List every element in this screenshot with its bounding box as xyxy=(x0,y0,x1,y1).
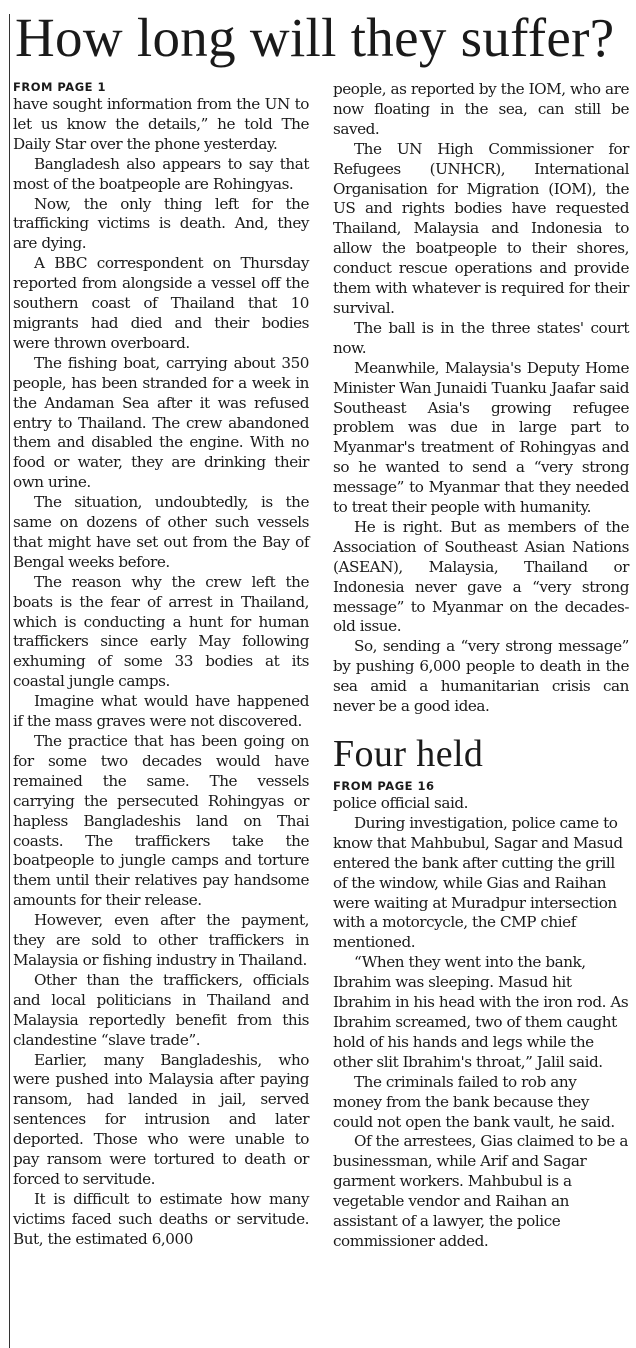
article-column-2 xyxy=(333,80,629,1252)
article-headline: How long will they suffer? xyxy=(15,7,615,68)
paragraph: However, even after the payment, they are sold to other traffickers in Malaysia or fishing industry in Thailand. xyxy=(13,911,309,969)
paragraph: The ball is in the three states' court now. xyxy=(333,318,629,357)
paragraph: Imagine what would have happened if the mass graves were not discovered. xyxy=(13,692,309,731)
paragraph: police official said. xyxy=(333,794,469,812)
paragraph: The practice that has been going on for some two decades would have remained the same. The vessels carrying the persecuted Rohingyas or hapless Bangladeshis land on Thai coasts. The traffickers take the boatpeople to jungle camps and torture them until their relatives pay handsome amounts for their release. xyxy=(13,732,309,910)
column-rule xyxy=(9,14,10,1348)
paragraph: A BBC correspondent on Thursday reported from alongside a vessel off the southern coast of Thailand that 10 migrants had died and their bodies were thrown overboard. xyxy=(13,254,309,352)
paragraph: Earlier, many Bangladeshis, who were pushed into Malaysia after paying ransom, had landed in jail, served sentences for intrusion and later deported. Those who were unable to pay ransom were tortured to death or forced to servitude. xyxy=(13,1050,309,1188)
jump-label: FROM PAGE 16 xyxy=(333,779,435,793)
article-column-1 xyxy=(13,80,309,1250)
paragraph: He is right. But as members of the Association of Southeast Asian Nations (ASEAN), Malaysia, Thailand or Indonesia never gave a “very strong message” to Myanmar on the decades-old issue. xyxy=(333,517,629,636)
second-article-headline: Four held xyxy=(333,733,484,775)
paragraph: It is difficult to estimate how many victims faced such deaths or servitude. But, the estimated 6,000 xyxy=(13,1189,309,1248)
paragraph: Other than the traffickers, officials and local politicians in Thailand and Malaysia reportedly benefit from this clandestine “slave trade”. xyxy=(13,970,309,1049)
paragraph: have sought information from the UN to let us know the details,” he told The Daily Star over the phone yesterday. xyxy=(13,95,309,153)
paragraph: Bangladesh also appears to say that most of the boatpeople are Rohingyas. xyxy=(13,154,309,193)
paragraph: The fishing boat, carrying about 350 people, has been stranded for a week in the Andaman Sea after it was refused entry to Thailand. The crew abandoned them and disabled the engine. With no food or water, they are drinking their own urine. xyxy=(13,353,309,492)
paragraph: The criminals failed to rob any money from the bank because they could not open the bank vault, he said. xyxy=(333,1072,615,1131)
paragraph: The situation, undoubtedly, is the same on dozens of other such vessels that might have set out from the Bay of Bengal weeks before. xyxy=(13,493,309,571)
paragraph: Meanwhile, Malaysia's Deputy Home Minister Wan Junaidi Tuanku Jaafar said Southeast Asia's growing refugee problem was due in large part to Myanmar's treatment of Rohingyas and so he wanted to send a “very strong message” to Myanmar that they needed to treat their people with humanity. xyxy=(333,358,629,517)
paragraph: Now, the only thing left for the trafficking victims is death. And, they are dying. xyxy=(13,194,309,253)
paragraph: So, sending a “very strong message” by pushing 6,000 people to death in the sea amid a humanitarian crisis can never be a good idea. xyxy=(333,637,629,716)
paragraph: The UN High Commissioner for Refugees (UNHCR), International Organisation for Migration (IOM), the US and rights bodies have requested Thailand, Malaysia and Indonesia to allow the boatpeople to their shores, conduct rescue operations and provide them with whatever is required for their survival. xyxy=(333,139,629,317)
paragraph: The reason why the crew left the boats is the fear of arrest in Thailand, which is conducting a hunt for human traffickers since early May following exhuming of some 33 bodies at its coastal jungle camps. xyxy=(13,572,309,691)
jump-label: FROM PAGE 1 xyxy=(13,80,107,94)
paragraph: Of the arrestees, Gias claimed to be a businessman, while Arif and Sagar garment workers. Mahbubul is a vegetable vendor and Raihan an assistant of a lawyer, the police commissioner added. xyxy=(333,1132,628,1250)
paragraph: During investigation, police came to know that Mahbubul, Sagar and Masud entered the bank after cutting the grill of the window, while Gias and Raihan were waiting at Muradpur intersection with a motorcycle, the CMP chief mentioned. xyxy=(333,813,623,952)
paragraph: people, as reported by the IOM, who are now floating in the sea, can still be saved. xyxy=(333,80,629,138)
paragraph: “When they went into the bank, Ibrahim was sleeping. Masud hit Ibrahim in his head with the iron rod. As Ibrahim screamed, two of them caught hold of his hands and legs while the other slit Ibrahim's throat,” Jalil said. xyxy=(333,953,629,1071)
second-article xyxy=(333,733,629,1252)
